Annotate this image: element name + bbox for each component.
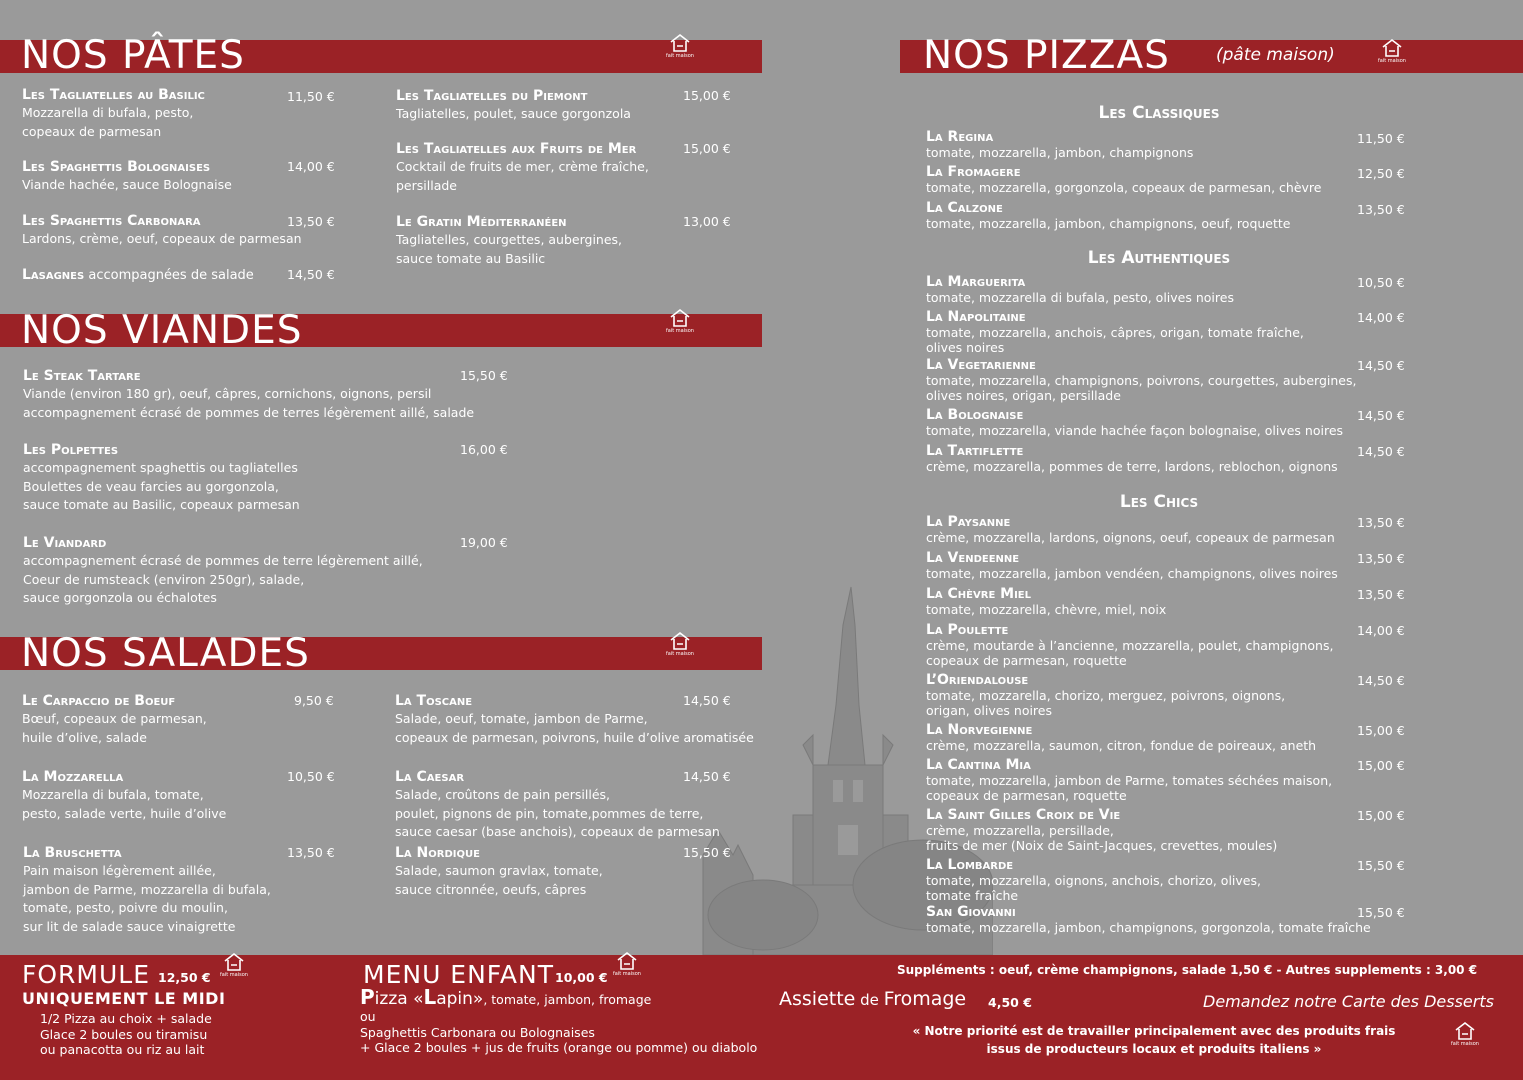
menu-item: La Caesar Salade, croûtons de pain persillés, poulet, pignons de pin, tomate,pommes de terre, sauce caesar (base anchois), copeaux de parmesan xyxy=(395,769,720,839)
price: 11,50 € xyxy=(287,89,335,104)
pizza-category-title: Les Authentiques xyxy=(1087,248,1231,268)
menu-item: La Regina tomate, mozzarella, jambon, champignons xyxy=(926,129,1194,160)
price: 13,50 € xyxy=(287,214,335,229)
supplements-text: Suppléments : oeuf, crème champignons, salade 1,50 € - Autres supplements : 3,00 € xyxy=(897,963,1478,977)
price: 19,00 € xyxy=(460,535,508,550)
menu-item: Le Viandard accompagnement écrasé de pommes de terre légèrement aillé, Coeur de rumsteack (environ 250gr), salade, sauce gorgonzola ou échalotes xyxy=(23,535,423,605)
fait-maison-badge xyxy=(664,308,696,336)
menu-item: La Mozzarella Mozzarella di bufala, tomate, pesto, salade verte, huile d’olive xyxy=(22,769,227,821)
price: 13,50 € xyxy=(1357,515,1405,530)
menu-item: La Fromagere tomate, mozzarella, gorgonzola, copeaux de parmesan, chèvre xyxy=(926,164,1322,195)
menu-item: La Norvegienne crème, mozzarella, saumon, citron, fondue de poireaux, aneth xyxy=(926,722,1317,753)
fait-maison-badge xyxy=(218,952,250,980)
price: 14,00 € xyxy=(1357,310,1405,325)
fromage-label: Assiette de Fromage xyxy=(779,988,967,1010)
fait-maison-badge xyxy=(664,631,696,659)
fait-maison-label: fait maison xyxy=(613,971,641,977)
fait-maison-badge xyxy=(664,33,696,61)
price: 15,00 € xyxy=(1357,758,1405,773)
price: 14,50 € xyxy=(1357,358,1405,373)
price: 15,50 € xyxy=(683,845,731,860)
price: 15,50 € xyxy=(1357,905,1405,920)
price: 14,50 € xyxy=(1357,408,1405,423)
menu-item: Lasagnes accompagnées de salade xyxy=(22,267,254,283)
menu-item: San Giovanni tomate, mozzarella, jambon, champignons, gorgonzola, tomate fraîche xyxy=(926,904,1371,935)
fait-maison-badge xyxy=(611,951,643,979)
fait-maison-label: fait maison xyxy=(666,53,694,59)
fait-maison-label: fait maison xyxy=(220,972,248,978)
fait-maison-badge xyxy=(1376,38,1408,66)
menu-item: La Marguerita tomate, mozzarella di bufala, pesto, olives noires xyxy=(926,274,1234,305)
menu-item: Le Gratin Méditerranéen Tagliatelles, courgettes, aubergines, sauce tomate au Basilic xyxy=(396,214,623,266)
formule-title: FORMULE xyxy=(22,960,151,989)
desserts-text: Demandez notre Carte des Desserts xyxy=(1203,992,1494,1011)
price: 9,50 € xyxy=(294,693,334,708)
price: 10,50 € xyxy=(287,769,335,784)
price: 15,50 € xyxy=(1357,858,1405,873)
formule-price: 12,50 € xyxy=(158,970,211,985)
menu-item: La Bruschetta Pain maison légèrement aillée, jambon de Parme, mozzarella di bufala, tomate, pesto, poivre du moulin, sur lit de salade sauce vinaigrette xyxy=(23,845,271,934)
fait-maison-badge xyxy=(1449,1021,1481,1049)
menu-item: La Vegetarienne tomate, mozzarella, champignons, poivrons, courgettes, aubergines, olives noires, origan, persillade xyxy=(926,357,1357,403)
price: 13,50 € xyxy=(1357,587,1405,602)
fromage-price: 4,50 € xyxy=(988,995,1032,1010)
price: 14,50 € xyxy=(683,769,731,784)
menu-item: Les Tagliatelles aux Fruits de Mer Cocktail de fruits de mer, crème fraîche, persillade xyxy=(396,141,649,193)
fait-maison-house-icon xyxy=(615,951,639,971)
price: 12,50 € xyxy=(1357,166,1405,181)
price: 15,50 € xyxy=(460,368,508,383)
price: 16,00 € xyxy=(460,442,508,457)
fait-maison-house-icon xyxy=(668,33,692,53)
menu-item: La Saint Gilles Croix de Vie crème, mozzarella, persillade, fruits de mer (Noix de Saint-Jacques, crevettes, moules) xyxy=(926,807,1278,853)
menu-item: Les Tagliatelles au Basilic Mozzarella di bufala, pesto, copeaux de parmesan xyxy=(22,87,205,139)
menu-item: Le Carpaccio de Boeuf Bœuf, copeaux de parmesan, huile d’olive, salade xyxy=(22,693,207,745)
enfant-lines: ou Spaghettis Carbonara ou Bolognaises + Glace 2 boules + jus de fruits (orange ou pomme) ou diabolo xyxy=(360,1009,758,1055)
price: 14,50 € xyxy=(287,267,335,282)
menu-item: La Vendeenne tomate, mozzarella, jambon vendéen, champignons, olives noires xyxy=(926,550,1338,581)
price: 13,50 € xyxy=(287,845,335,860)
pizzas-title: NOS PIZZAS xyxy=(923,33,1170,78)
price: 13,00 € xyxy=(683,214,731,229)
price: 14,50 € xyxy=(683,693,731,708)
price: 13,50 € xyxy=(1357,202,1405,217)
menu-item: La Lombarde tomate, mozzarella, oignons, anchois, chorizo, olives, tomate fraîche xyxy=(926,857,1261,903)
formule-subtitle: UNIQUEMENT LE MIDI xyxy=(22,989,226,1008)
price: 14,50 € xyxy=(1357,673,1405,688)
menu-item: Les Spaghettis Carbonara Lardons, crème, oeuf, copeaux de parmesan xyxy=(22,213,302,246)
menu-item: Les Spaghettis Bolognaises Viande hachée, sauce Bolognaise xyxy=(22,159,232,192)
formule-lines: 1/2 Pizza au choix + salade Glace 2 boules ou tiramisu ou panacotta ou riz au lait xyxy=(40,1011,212,1057)
price: 13,50 € xyxy=(1357,551,1405,566)
price: 14,50 € xyxy=(1357,444,1405,459)
fait-maison-house-icon xyxy=(1453,1021,1477,1041)
fait-maison-house-icon xyxy=(668,631,692,651)
pates-title: NOS PÂTES xyxy=(21,33,245,78)
enfant-title: MENU ENFANT xyxy=(363,960,554,989)
salades-title: NOS SALADES xyxy=(21,631,310,676)
menu-item: La Calzone tomate, mozzarella, jambon, champignons, oeuf, roquette xyxy=(926,200,1291,231)
menu-item: La Tartiflette crème, mozzarella, pommes de terre, lardons, reblochon, oignons xyxy=(926,443,1338,474)
menu-item: La Paysanne crème, mozzarella, lardons, oignons, oeuf, copeaux de parmesan xyxy=(926,514,1335,545)
fait-maison-house-icon xyxy=(222,952,246,972)
priorite-text: « Notre priorité est de travailler principalement avec des produits frais issus de producteurs locaux et produits italiens » xyxy=(912,1024,1396,1056)
price: 15,00 € xyxy=(1357,808,1405,823)
fait-maison-label: fait maison xyxy=(1451,1041,1479,1047)
fait-maison-house-icon xyxy=(668,308,692,328)
fait-maison-label: fait maison xyxy=(1378,58,1406,64)
menu-item: La Chèvre Miel tomate, mozzarella, chèvre, miel, noix xyxy=(926,586,1167,617)
menu-item: L’Oriendalouse tomate, mozzarella, chorizo, merguez, poivrons, oignons, origan, olives noires xyxy=(926,672,1286,718)
menu-item: La Cantina Mia tomate, mozzarella, jambon de Parme, tomates séchées maison, copeaux de parmesan, roquette xyxy=(926,757,1333,803)
menu-item: La Nordique Salade, saumon gravlax, tomate, sauce citronnée, oeufs, câpres xyxy=(395,845,603,897)
menu-item: La Toscane Salade, oeuf, tomate, jambon de Parme, copeaux de parmesan, poivrons, huile d’olive aromatisée xyxy=(395,693,754,745)
menu-item: La Poulette crème, moutarde à l’ancienne, mozzarella, poulet, champignons, copeaux de parmesan, roquette xyxy=(926,622,1334,668)
price: 10,50 € xyxy=(1357,275,1405,290)
pizza-category-title: Les Chics xyxy=(1119,492,1199,512)
price: 15,00 € xyxy=(1357,723,1405,738)
menu-item: Les Tagliatelles du Piemont Tagliatelles, poulet, sauce gorgonzola xyxy=(396,88,631,121)
viandes-title: NOS VIANDES xyxy=(21,308,303,353)
enfant-pizza: Pizza «Lapin», tomate, jambon, fromage xyxy=(360,985,652,1009)
fait-maison-house-icon xyxy=(1380,38,1404,58)
pizza-category-title: Les Classiques xyxy=(1098,103,1220,123)
fait-maison-label: fait maison xyxy=(666,651,694,657)
price: 15,00 € xyxy=(683,141,731,156)
pizzas-subtitle: (pâte maison) xyxy=(1216,45,1335,65)
menu-item: La Napolitaine tomate, mozzarella, anchois, câpres, origan, tomate fraîche, olives noires xyxy=(926,309,1304,355)
fait-maison-label: fait maison xyxy=(666,328,694,334)
price: 15,00 € xyxy=(683,88,731,103)
price: 14,00 € xyxy=(1357,623,1405,638)
menu-item: Le Steak Tartare Viande (environ 180 gr), oeuf, câpres, cornichons, oignons, persil accompagnement écrasé de pommes de terres légèrement aillé, salade xyxy=(23,368,475,420)
enfant-price: 10,00 € xyxy=(555,970,608,985)
price: 11,50 € xyxy=(1357,131,1405,146)
price: 14,00 € xyxy=(287,159,335,174)
menu-item: La Bolognaise tomate, mozzarella, viande hachée façon bolognaise, olives noires xyxy=(926,407,1344,438)
menu-item: Les Polpettes accompagnement spaghettis ou tagliatelles Boulettes de veau farcies au gorgonzola, sauce tomate au Basilic, copeaux parmesan xyxy=(23,442,300,512)
